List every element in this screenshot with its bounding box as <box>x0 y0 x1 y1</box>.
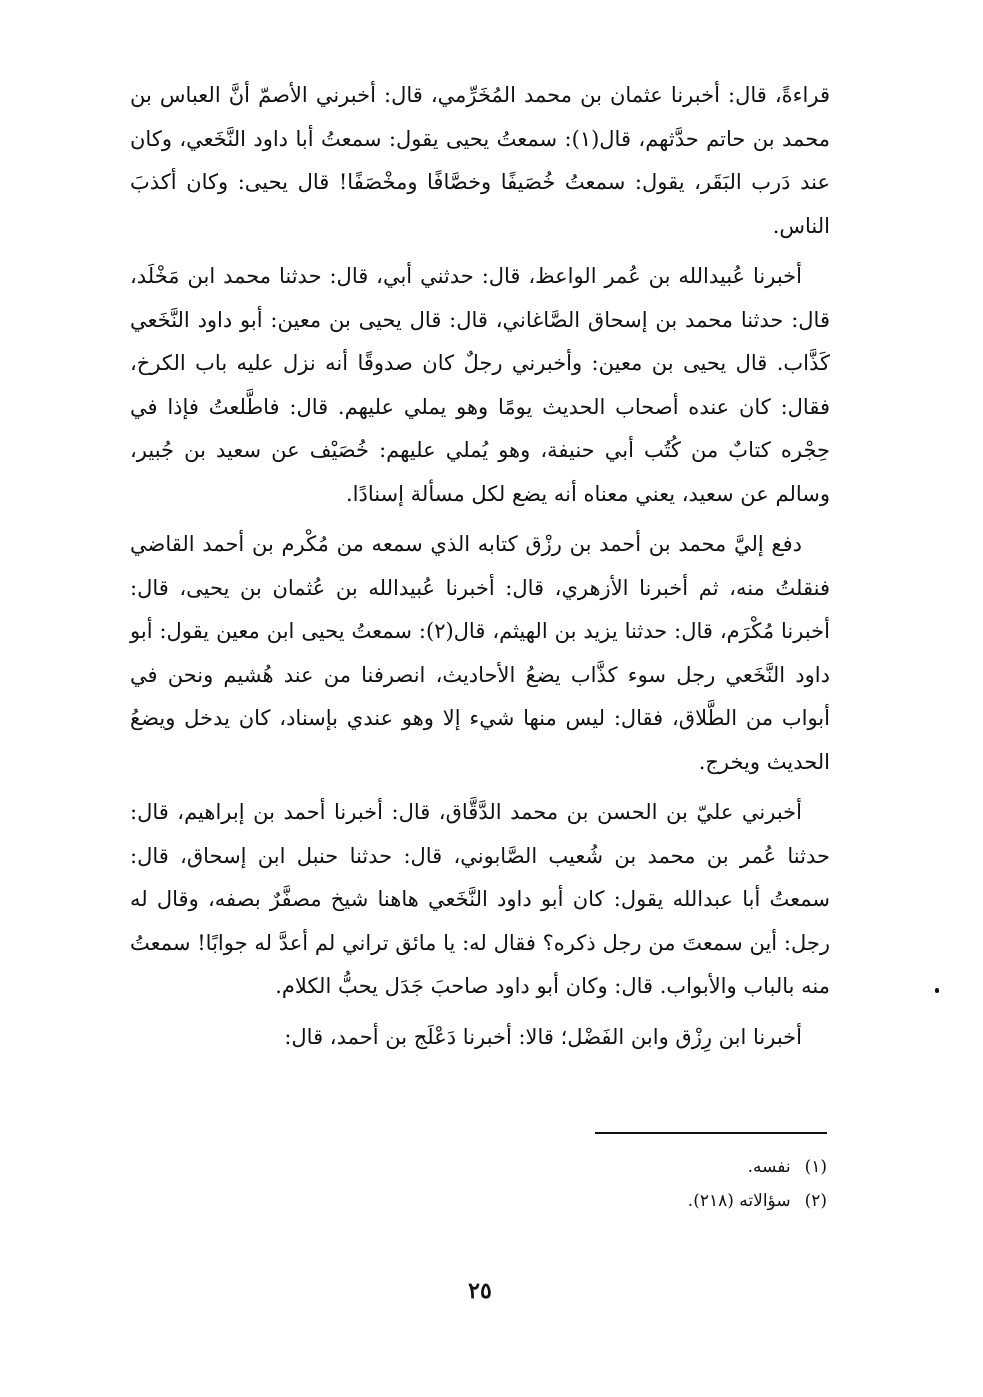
footnote-1-number: (١) <box>804 1157 827 1177</box>
footnote-divider <box>595 1132 827 1134</box>
footnote-1-text: نفسه. <box>747 1157 791 1177</box>
footnote-2-number: (٢) <box>804 1191 827 1211</box>
paragraph-2: أخبرنا عُبيدالله بن عُمر الواعظ، قال: حدثني أبي، قال: حدثنا محمد ابن مَخْلَد، قال: حدثنا محمد بن إسحاق الصَّاغاني، قال: قال يحيى بن معين: أبو داود النَّخَعي كَذَّاب. قال يحيى بن معين: وأخبرني رجلٌ كان صدوقًا أنه نزل عليه باب الكرخ، فقال: كان عنده أصحاب الحديث يومًا وهو يملي عليهم. قال: فاطَّلعتُ فإذا في حِجْره كتابٌ من كُتُب أبي حنيفة، وهو يُملي عليهم: خُصَيْف عن سعيد بن جُبير، وسالم عن سعيد، يعني معناه أنه يضع لكل مسألة إسنادًا. <box>130 264 830 506</box>
page-number: ٢٥ <box>468 1278 492 1304</box>
paragraph-1: قراءةً، قال: أخبرنا عثمان بن محمد المُخَرِّمي، قال: أخبرني الأصمّ أنَّ العباس بن محمد بن حاتم حدَّثهم، قال(١): سمعتُ يحيى يقول: سمعتُ أبا داود النَّخَعي، وكان عند دَرب البَقَر، يقول: سمعتُ خُصَيفًا وخصَّافًا ومخْصَفًا! قال يحيى: وكان أكذبَ الناس. <box>130 83 830 238</box>
paragraph-5: أخبرنا ابن رِزْق وابن الفَضْل؛ قالا: أخبرنا دَعْلَج بن أحمد، قال: <box>284 1024 802 1049</box>
paragraph-3: دفع إليَّ محمد بن أحمد بن رزْق كتابه الذي سمعه من مُكْرم بن أحمد القاضي فنقلتُ منه، ثم أخبرنا الأزهري، قال: أخبرنا عُبيدالله بن عُثمان بن يحيى، قال: أخبرنا مُكْرَم، قال: حدثنا يزيد بن الهيثم، قال(٢): سمعتُ يحيى ابن معين يقول: أبو داود النَّخَعي رجل سوء كذَّاب يضعُ الأحاديث، انصرفنا من عند هُشيم ونحن في أبواب من الطَّلاق، فقال: ليس منها شيء إلا وهو عندي بإسناد، كان يدخل ويضعُ الحديث ويخرج. <box>130 532 830 774</box>
footnotes <box>400 1150 827 1218</box>
main-text <box>130 74 830 1066</box>
footnote-1 <box>400 1150 827 1184</box>
margin-mark <box>935 988 939 993</box>
footnote-2-text: سؤالاته (٢١٨). <box>687 1191 791 1211</box>
footnote-2 <box>400 1184 827 1218</box>
paragraph-4: أخبرني عليّ بن الحسن بن محمد الدَّقَّاق، قال: أخبرنا أحمد بن إبراهيم، قال: حدثنا عُمر بن محمد بن شُعيب الصَّابوني، قال: حدثنا حنبل ابن إسحاق، قال: سمعتُ أبا عبدالله يقول: كان أبو داود النَّخَعي هاهنا شيخ مصفَّرٌ بصفه، وقال له رجل: أين سمعتَ من رجل ذكره؟ فقال له: يا مائق تراني لم أعدَّ له جوابًا! سمعتُ منه بالباب والأبواب. قال: وكان أبو داود صاحبَ جَدَل يحبُّ الكلام. <box>130 800 830 998</box>
